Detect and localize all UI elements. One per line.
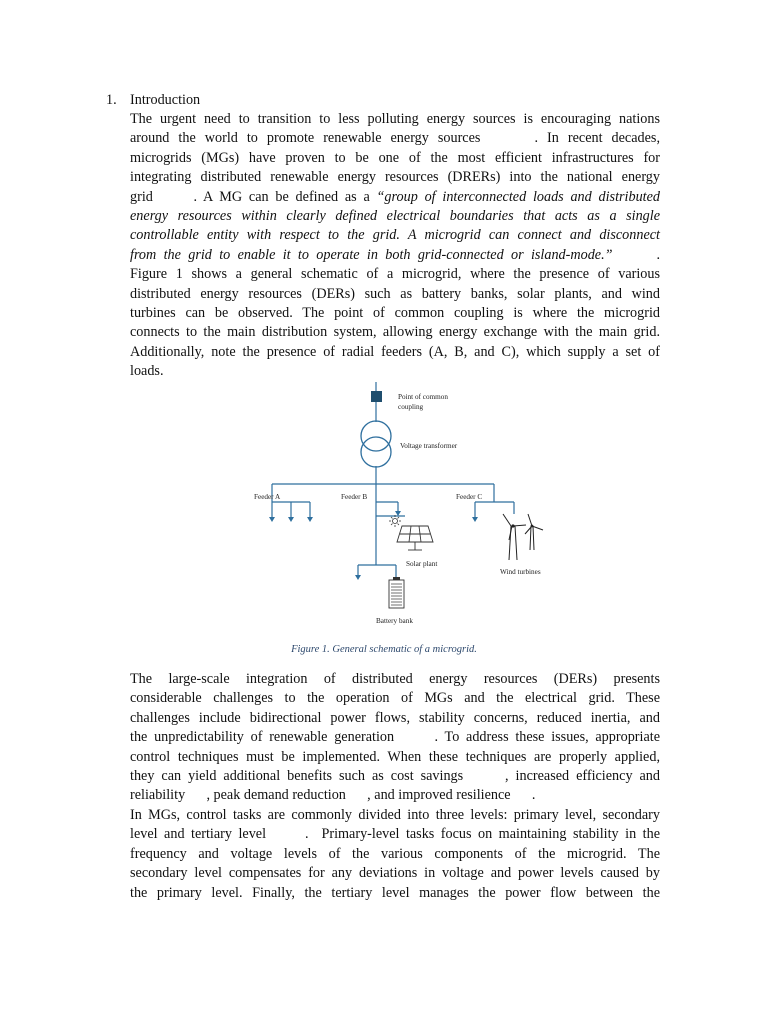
microgrid-schematic: [230, 380, 560, 630]
pcc-label: coupling: [398, 403, 424, 411]
paragraph-challenges: [130, 670, 660, 806]
text-line: they can yield additional benefits such as cost savings , increased efficiency and: [130, 767, 660, 784]
text-line: secondary level compensates for any deviations in voltage and power levels caused by: [130, 865, 660, 882]
text-line: the unpredictability of renewable generation . To address these issues, appropriate: [130, 729, 660, 746]
text-line: The large-scale integration of distributed energy resources (DERs) presents: [130, 671, 660, 687]
battery-label: Battery bank: [376, 617, 413, 625]
text-line: level and tertiary level . Primary-level tasks focus on maintaining stability in the: [130, 826, 660, 843]
quote-text: “group of interconnected loads and distributed: [376, 188, 661, 205]
solar-panel-icon: [397, 526, 433, 550]
text-line: distributed energy resources (DERs) such as battery banks, solar plants, and wind: [130, 285, 660, 302]
text-line: grid . A MG can be defined as a “group of interconnected loads and distributed: [130, 188, 661, 205]
text-line: Figure 1 shows a general schematic of a microgrid, where the presence of various: [130, 266, 660, 283]
text-line: The urgent need to transition to less polluting energy sources is encouraging nations: [130, 111, 660, 127]
feeder-b-label: Feeder B: [341, 493, 368, 501]
text-line: challenges include bidirectional power flows, stability concerns, reduced inertia, and: [130, 709, 660, 726]
text-line: loads.: [130, 363, 164, 380]
feeder-c-label: Feeder C: [456, 493, 483, 501]
pcc-label: Point of common: [398, 393, 448, 401]
section-title: Introduction: [130, 92, 201, 108]
paragraph-intro: [130, 110, 660, 381]
wind-turbine-icon: [503, 514, 543, 560]
text-line: reliability , peak demand reduction , and improved resilience .: [130, 787, 536, 804]
text-line: In MGs, control tasks are commonly divided into three levels: primary level, secondary: [130, 807, 660, 823]
transformer-icon: [361, 421, 391, 467]
text-line: around the world to promote renewable energy sources . In recent decades,: [130, 130, 660, 147]
sun-icon: [389, 515, 401, 527]
section-heading: [106, 91, 200, 110]
text-line: frequency and voltage levels of the various components of the microgrid. The: [130, 845, 660, 862]
quote-line: energy resources within clearly defined electrical boundaries that acts as a single: [130, 207, 660, 224]
pcc-marker: [371, 391, 382, 402]
text-line: microgrids (MGs) have proven to be one of the most efficient infrastructures for: [130, 149, 660, 166]
figure-caption: Figure 1. General schematic of a microgrid.: [291, 644, 477, 655]
transformer-label: Voltage transformer: [400, 442, 458, 450]
text-line: control techniques must be implemented. When these techniques are properly applied,: [130, 748, 660, 765]
text-line: the primary level. Finally, the tertiary level manages the power flow between the: [130, 884, 660, 901]
text-line: integrating distributed renewable energy resources (DRERs) into the national energy: [130, 169, 660, 186]
feeder-a-label: Feeder A: [254, 493, 281, 501]
text-line: connects to the main distribution system, allowing energy exchange with the main grid.: [130, 324, 660, 341]
quote-line: controllable entity with respect to the grid. A microgrid can connect and disconnect: [130, 227, 660, 244]
section-number: 1.: [106, 92, 117, 108]
text-line: considerable challenges to the operation of MGs and the electrical grid. These: [130, 690, 660, 707]
paragraph-control-levels: [130, 806, 660, 903]
battery-icon: [389, 577, 404, 608]
text-line: from the grid to enable it to operate in both grid-connected or island-mode.” .: [130, 246, 661, 263]
solar-label: Solar plant: [406, 560, 438, 568]
text-line: turbines can be observed. The point of common coupling is where the microgrid: [130, 304, 660, 321]
wind-label: Wind turbines: [500, 568, 541, 576]
text-line: Additionally, note the presence of radial feeders (A, B, and C), which supply a set of: [130, 343, 660, 360]
